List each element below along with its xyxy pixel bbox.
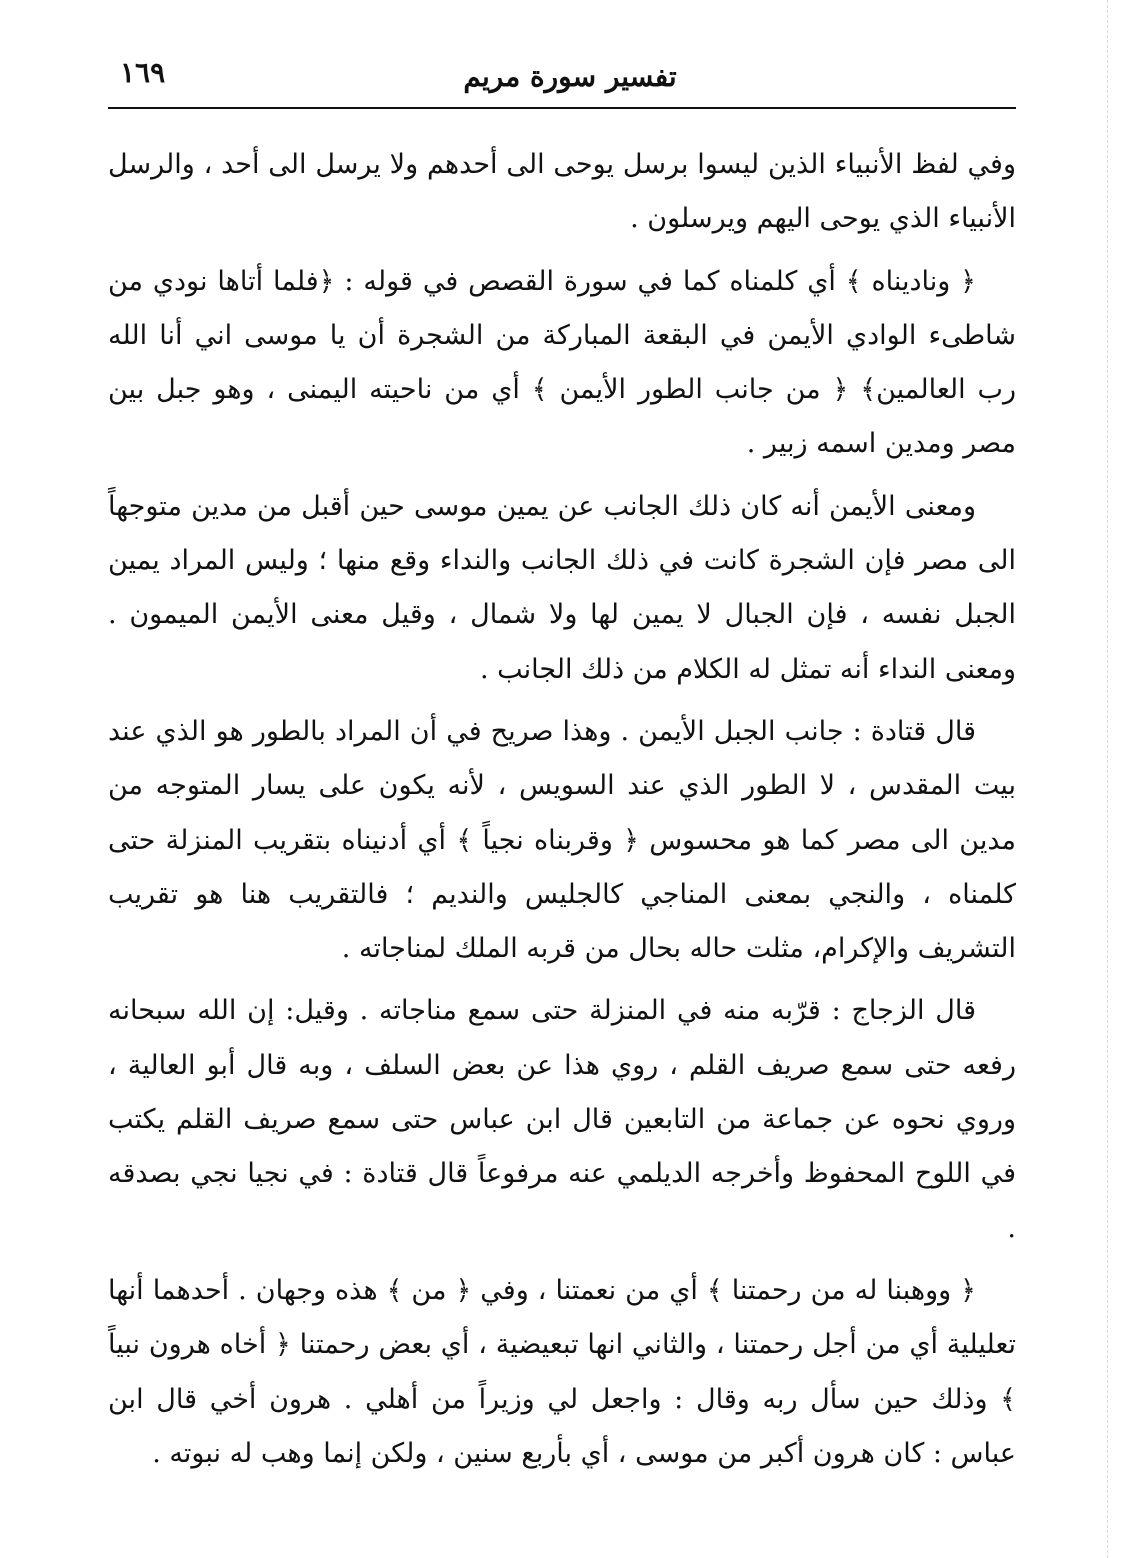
page-header <box>110 52 1030 108</box>
paragraph-4: قال قتادة : جانب الجبل الأيمن . وهذا صريح في أن المراد بالطور هو الذي عند بيت المقدس ، لا الطور الذي عند السويس ، لأنه يكون على يسار المتوجه من مدين الى مصر كما هو محسوس ﴿ وقربناه نجياً ﴾ أي أدنيناه بتقريب المنزلة حتى كلمناه ، والنجي بمعنى المناجي كالجليس والنديم ؛ فالتقريب هنا هو تقريب التشريف والإكرام، مثلت حاله بحال من قربه الملك لمناجاته . <box>108 715 1016 965</box>
paragraph-5: قال الزجاج : قرّبه منه في المنزلة حتى سمع مناجاته . وقيل: إن الله سبحانه رفعه حتى سمع صريف القلم ، روي هذا عن بعض السلف ، وبه قال أبو العالية ، وروي نحوه عن جماعة من التابعين قال ابن عباس حتى سمع صريف القلم يكتب في اللوح المحفوظ وأخرجه الديلمي عنه مرفوعاً قال قتادة : في نجيا نجي بصدقه . <box>108 995 1016 1244</box>
paragraph-1: وفي لفظ الأنبياء الذين ليسوا برسل يوحى الى أحدهم ولا يرسل الى أحد ، والرسل الأنبياء الذي يوحى اليهم ويرسلون . <box>108 149 1016 235</box>
body-text <box>108 138 1016 1489</box>
scan-edge-line <box>1107 0 1108 1558</box>
paragraph-2: ﴿ وناديناه ﴾ أي كلمناه كما في سورة القصص في قوله : ﴿فلما أتاها نودي من شاطىء الوادي الأيمن في البقعة المباركة من الشجرة أن يا موسى اني أنا الله رب العالمين﴾ ﴿ من جانب الطور الأيمن ﴾ أي من ناحيته اليمنى ، وهو جبل بين مصر ومدين اسمه زبير . <box>108 265 1016 460</box>
paragraph-3: ومعنى الأيمن أنه كان ذلك الجانب عن يمين موسى حين أقبل من مدين متوجهاً الى مصر فإن الشجرة كانت في ذلك الجانب والنداء وقع منها ؛ وليس المراد يمين الجبل نفسه ، فإن الجبال لا يمين لها ولا شمال ، وقيل معنى الأيمن الميمون . ومعنى النداء أنه تمثل له الكلام من ذلك الجانب . <box>108 490 1016 685</box>
paragraph-6: ﴿ ووهبنا له من رحمتنا ﴾ أي من نعمتنا ، وفي ﴿ من ﴾ هذه وجهان . أحدهما أنها تعليلية أي من أجل رحمتنا ، والثاني انها تبعيضية ، أي بعض رحمتنا ﴿ أخاه هرون نبياً ﴾ وذلك حين سأل ربه وقال : واجعل لي وزيراً من أهلي . هرون أخي قال ابن عباس : كان هرون أكبر من موسى ، أي بأربع سنين ، ولكن إنما وهب له نبوته . <box>108 1274 1016 1469</box>
page-number: ١٦٩ <box>120 56 166 89</box>
header-divider <box>108 107 1016 109</box>
running-title: تفسير سورة مريم <box>463 60 677 93</box>
